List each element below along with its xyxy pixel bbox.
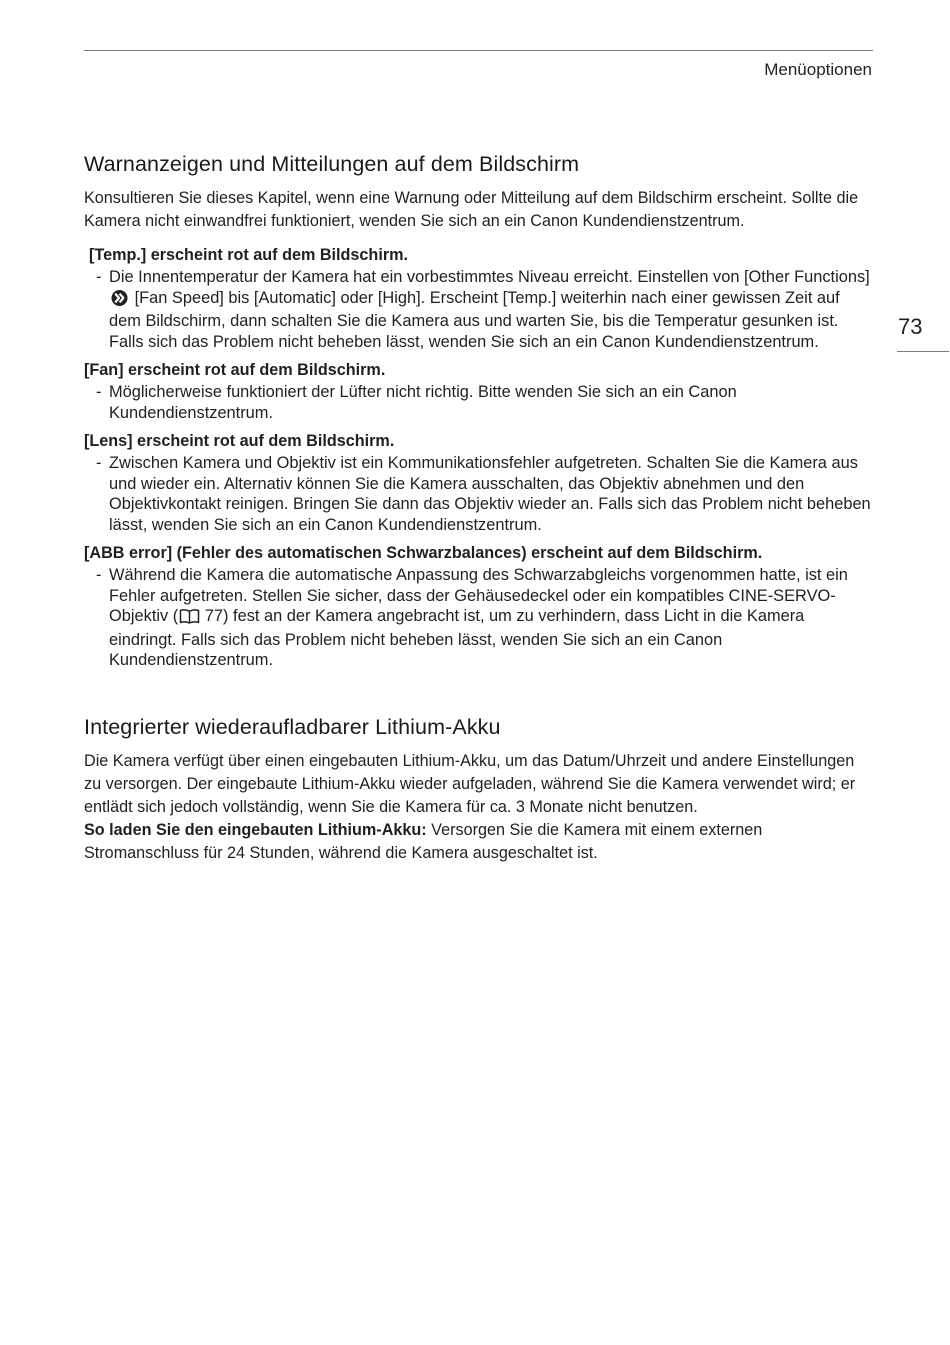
issue-temp <box>84 245 874 352</box>
warnings-section <box>84 152 874 671</box>
battery-charge-instructions <box>84 819 874 865</box>
book-reference-icon <box>179 608 200 630</box>
battery-section-title: Integrierter wiederaufladbarer Lithium-Akku <box>84 714 501 739</box>
issue-heading: [Lens] erscheint rot auf dem Bildschirm. <box>84 432 395 450</box>
bullet-text <box>109 267 874 352</box>
page-number: 73 <box>898 314 923 339</box>
bullet-dash: - <box>96 383 102 401</box>
bullet-text-part: ) fest an der Kamera angebracht ist, um zu verhindern, dass Licht in die Kamera eindringt. Falls sich das Problem nicht beheben lässt, wenden Sie sich an ein Canon Kundendienstzentrum. <box>109 607 805 669</box>
page-content <box>84 152 874 865</box>
charge-text: Versorgen Sie die Kamera mit einem externen Stromanschluss für 24 Stunden, während die Kamera ausgeschaltet ist. <box>84 820 763 862</box>
warnings-intro: Konsultieren Sie dieses Kapitel, wenn eine Warnung oder Mitteilung auf dem Bildschirm erscheint. Sollte die Kamera nicht einwandfrei funktioniert, wenden Sie sich an ein Canon Kundendienstzentrum. <box>84 189 859 230</box>
issue-heading: [Temp.] erscheint rot auf dem Bildschirm. <box>89 246 409 264</box>
header-rule <box>84 50 873 51</box>
issue-list <box>84 245 874 671</box>
battery-paragraph: Die Kamera verfügt über einen eingebauten Lithium-Akku, um das Datum/Uhrzeit und andere Einstellungen zu versorgen. Der eingebaute Lithium-Akku wieder aufgeladen, während Sie die Kamera verwendet wird; er entlädt sich jedoch vollständig, wenn Sie die Kamera für ca. 3 Monate nicht benutzen. <box>84 751 856 816</box>
bullet-dash: - <box>96 454 102 472</box>
issue-lens <box>84 431 874 535</box>
bullet-text: Möglicherweise funktioniert der Lüfter nicht richtig. Bitte wenden Sie sich an ein Canon Kundendienstzentrum. <box>109 383 737 422</box>
bullet-dash: - <box>96 268 102 286</box>
issue-bullet <box>84 267 874 352</box>
issue-bullet <box>84 453 874 535</box>
issue-bullet <box>84 382 874 423</box>
issue-fan <box>84 360 874 423</box>
bullet-text-part: [Fan Speed] bis [Automatic] oder [High]. Erscheint [Temp.] weiterhin nach einer gewissen Zeit auf dem Bildschirm, dann schalten Sie die Kamera aus und warten Sie, bis die Temperatur gesunken ist. Falls sich das Problem nicht beheben lässt, wenden Sie sich an ein Canon Kundendienstzentrum. <box>109 288 840 351</box>
issue-bullet <box>84 565 874 671</box>
battery-section <box>84 715 874 865</box>
page-number-rule <box>897 351 949 352</box>
bullet-text: Zwischen Kamera und Objektiv ist ein Kommunikationsfehler aufgetreten. Schalten Sie die Kamera aus und wieder ein. Alternativ können Sie die Kamera ausschalten, das Objektiv abnehmen und den Objektivkontakt reinigen. Bringen Sie dann das Objektiv wieder an. Falls sich das Problem nicht beheben lässt, wenden Sie sich an ein Canon Kundendienstzentrum. <box>109 454 871 534</box>
charge-label: So laden Sie den eingebauten Lithium-Akku: <box>84 820 427 839</box>
bullet-text-part: Die Innentemperatur der Kamera hat ein vorbestimmtes Niveau erreicht. Einstellen von [Other Functions] <box>109 268 870 286</box>
warnings-section-title: Warnanzeigen und Mitteilungen auf dem Bildschirm <box>84 152 580 176</box>
issue-heading: [Fan] erscheint rot auf dem Bildschirm. <box>84 361 386 379</box>
bullet-text <box>109 565 874 671</box>
bullet-dash: - <box>96 566 102 584</box>
page-reference[interactable]: 77 <box>204 607 224 625</box>
section-label: Menüoptionen <box>764 60 872 79</box>
issue-abb-error <box>84 543 874 671</box>
issue-heading: [ABB error] (Fehler des automatischen Schwarzbalances) erscheint auf dem Bildschirm. <box>84 544 763 562</box>
bullet-text-part: Während die Kamera die automatische Anpassung des Schwarzabgleichs vorgenommen hatte, ist ein Fehler aufgetreten. Stellen Sie sicher, dass der Gehäusedeckel oder ein kompatibles CINE-SERVO-Objektiv ( <box>109 566 848 625</box>
menu-arrow-icon <box>111 290 128 312</box>
